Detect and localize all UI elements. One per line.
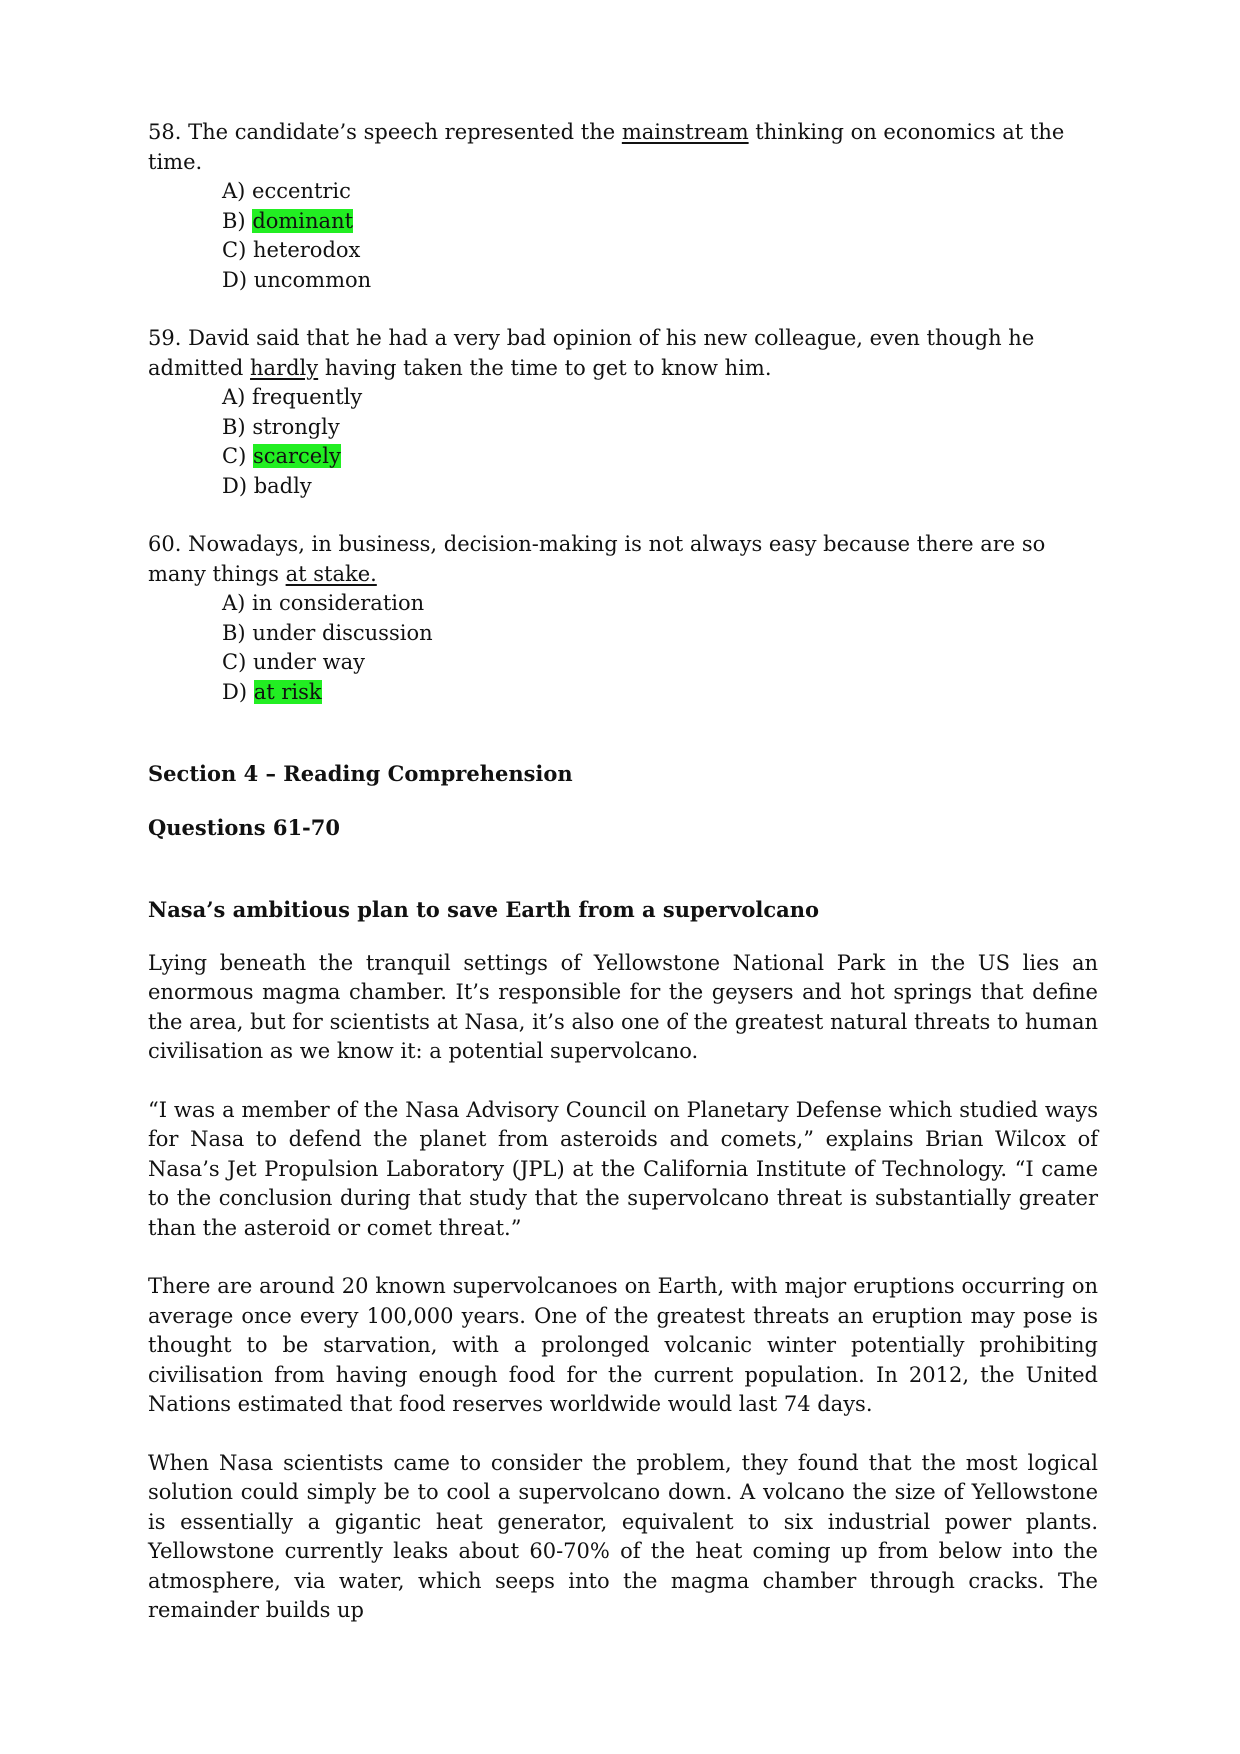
answer-options: [148, 383, 1098, 501]
underlined-term: at stake.: [285, 561, 377, 586]
option-d: D) uncommon: [222, 267, 372, 292]
question-stem: [148, 530, 1098, 589]
option-a: A) frequently: [222, 385, 363, 409]
highlighted-answer: at risk: [253, 679, 322, 704]
option-b: B) strongly: [222, 414, 340, 439]
option-text: eccentric: [252, 179, 351, 203]
option-text: under discussion: [252, 620, 433, 645]
stem-after: thinking on economics at the time.: [148, 120, 1065, 174]
stem-before: 58. The candidate’s speech represented the: [148, 120, 622, 144]
underlined-term: mainstream: [621, 120, 749, 144]
option-c: C) scarcely: [222, 444, 341, 468]
option-d: D) badly: [222, 473, 312, 498]
option-text: badly: [253, 473, 312, 498]
questions-range: Questions 61-70: [148, 814, 340, 840]
option-b: B) dominant: [222, 208, 354, 233]
article-paragraph: “I was a member of the Nasa Advisory Council on Planetary Defense which studied ways for Nasa to defend the planet from asteroids and comets,” explains Brian Wilcox of Nasa’s Jet Propulsion Laboratory (JPL) at the California Institute of Technology. “I came to the conclusion during that study that the supervolcano threat is substantially greater than the asteroid or comet threat.”: [148, 1097, 1098, 1240]
highlighted-answer: dominant: [252, 208, 354, 233]
stem-before: 59. David said that he had a very bad opinion of his new colleague, even though he admitted: [148, 326, 1035, 380]
question-stem: [148, 118, 1098, 177]
article-paragraph: When Nasa scientists came to consider the problem, they found that the most logical solution could simply be to cool a supervolcano down. A volcano the size of Yellowstone is essentially a gigantic heat generator, equivalent to six industrial power plants. Yellowstone currently leaks about 60-70% of the heat coming up from below into the atmosphere, via water, which seeps into the magma chamber through cracks. The remainder builds up: [148, 1450, 1098, 1622]
highlighted-answer: scarcely: [252, 444, 341, 468]
option-text: uncommon: [253, 267, 372, 292]
option-c: C) under way: [222, 650, 365, 674]
option-a: A) in consideration: [222, 591, 425, 615]
option-c: C) heterodox: [222, 238, 361, 262]
question-58: [148, 118, 1098, 295]
question-stem: [148, 324, 1098, 383]
stem-after: having taken the time to get to know him.: [318, 355, 772, 380]
section-title: Section 4 – Reading Comprehension: [148, 761, 573, 786]
question-60: [148, 530, 1098, 707]
article-title: Nasa’s ambitious plan to save Earth from a supervolcano: [148, 897, 819, 922]
answer-options: [148, 177, 1098, 295]
document-page: [148, 118, 1098, 1655]
option-text: strongly: [252, 414, 340, 439]
option-text: heterodox: [252, 238, 361, 262]
option-text: in consideration: [252, 591, 425, 615]
answer-options: [148, 589, 1098, 707]
article-paragraph: Lying beneath the tranquil settings of Yellowstone National Park in the US lies an enormous magma chamber. It’s responsible for the geysers and hot springs that define the area, but for scientists at Nasa, it’s also one of the greatest natural threats to human civilisation as we know it: a potential supervolcano.: [148, 950, 1098, 1063]
option-b: B) under discussion: [222, 620, 433, 645]
question-59: [148, 324, 1098, 501]
option-a: A) eccentric: [222, 179, 351, 203]
article-paragraph: There are around 20 known supervolcanoes on Earth, with major eruptions occurring on average once every 100,000 years. One of the greatest threats an eruption may pose is thought to be starvation, with a prolonged volcanic winter potentially prohibiting civilisation from having enough food for the current population. In 2012, the United Nations estimated that food reserves worldwide would last 74 days.: [148, 1274, 1098, 1416]
option-text: frequently: [252, 385, 363, 409]
stem-before: 60. Nowadays, in business, decision-making is not always easy because there are so many things: [148, 532, 1046, 586]
underlined-term: hardly: [250, 355, 319, 380]
option-text: under way: [252, 650, 365, 674]
option-d: D) at risk: [222, 679, 322, 704]
